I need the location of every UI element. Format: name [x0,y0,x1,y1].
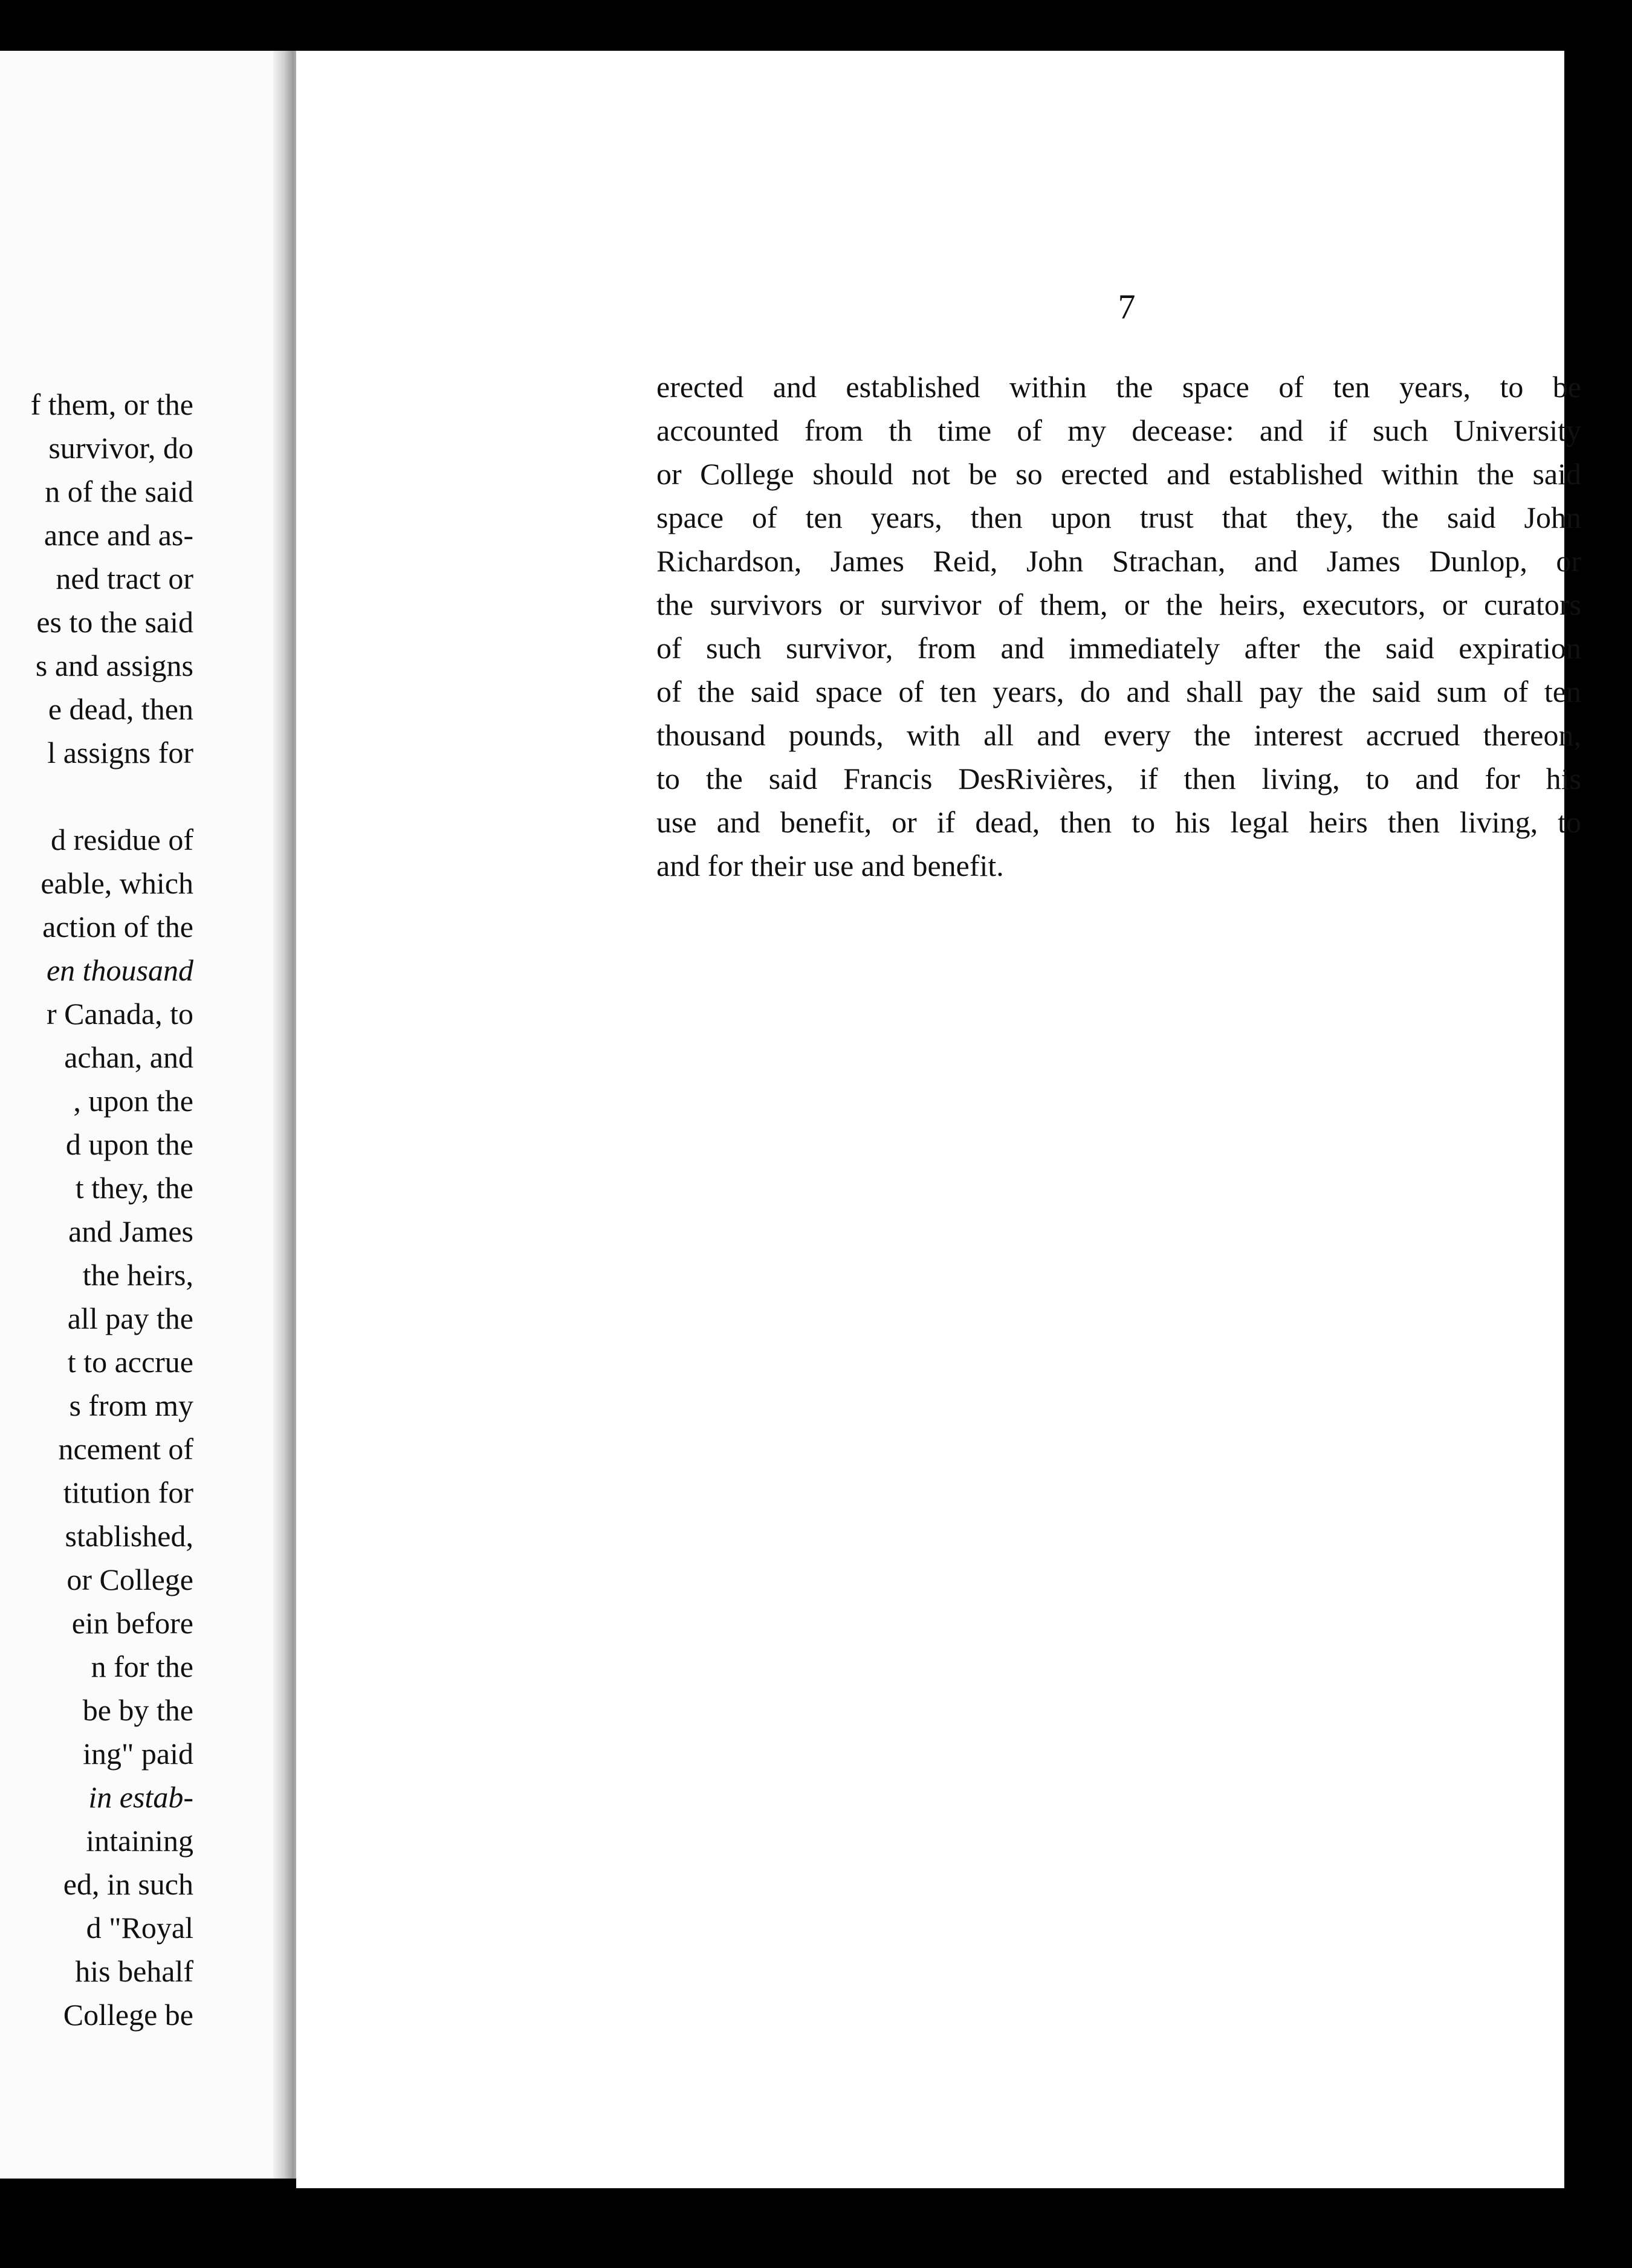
page-number: 7 [1118,287,1136,326]
body-text-line: accounted from th time of my decease: and if such University [656,413,1581,447]
left-text-line: the heirs, [82,1258,193,1292]
body-text-line: of such survivor, from and immediately after the said expiration [656,631,1581,665]
body-text-line: space of ten years, then upon trust that they, the said John [656,501,1581,534]
left-text-line: s from my [69,1388,193,1422]
left-text-line: ned tract or [56,562,193,595]
body-text-line: and for their use and benefit. [656,849,1004,883]
left-text-line: , upon the [73,1084,193,1118]
left-text-line: n of the said [45,475,193,508]
left-text-line: ein before [71,1606,193,1640]
left-text-line: f them, or the [30,387,193,421]
left-text-line: ing" paid [83,1737,193,1771]
body-text-line: thousand pounds, with all and every the interest accrued thereon, [656,718,1581,752]
body-text-line: the survivors or survivor of them, or the heirs, executors, or curators [656,588,1581,621]
left-text-line: d upon the [65,1127,193,1161]
left-text-line: s and assigns [35,649,193,682]
left-text-line: or College [66,1563,193,1596]
left-text-line: d residue of [50,823,193,857]
left-text-line: action of the [42,910,193,944]
body-text-line: or College should not be so erected and established within the said [656,457,1581,491]
left-text-line: stablished, [65,1519,193,1553]
left-text-line: ncement of [58,1432,193,1466]
left-text-line: his behalf [75,1954,193,1988]
left-text-line: r Canada, to [47,997,193,1031]
left-text-line: titution for [63,1476,193,1509]
left-text-line: t they, the [75,1171,193,1205]
left-text-line: n for the [91,1650,193,1683]
left-text-line: be by the [82,1693,193,1727]
body-text-line: Richardson, James Reid, John Strachan, and James Dunlop, or [656,544,1581,578]
left-text-line: in estab- [88,1780,193,1814]
left-page [0,51,284,2179]
left-text-line: d "Royal [86,1911,193,1945]
left-text-line: t to accrue [67,1345,193,1379]
body-text-line: of the said space of ten years, do and shall pay the said sum of ten [656,675,1581,708]
body-text-line: use and benefit, or if dead, then to his legal heirs then living, to [656,805,1581,839]
right-page [296,51,1581,2188]
left-text-line: eable, which [40,866,193,900]
left-text-line: ance and as- [44,518,193,552]
body-text-line: erected and established within the space of ten years, to be [656,370,1581,404]
left-text-line: all pay the [67,1301,193,1335]
left-text-line: es to the said [36,605,193,639]
body-text-line: to the said Francis DesRivières, if then living, to and for his [656,762,1581,795]
left-text-line: and James [68,1214,193,1248]
left-text-line: survivor, do [48,431,193,465]
left-text-line: College be [63,1998,193,2032]
body-text [656,365,1581,887]
left-page-text [0,51,284,2179]
left-text-line: intaining [86,1824,193,1858]
left-text-line: achan, and [64,1040,193,1074]
left-text-line: e dead, then [48,692,193,726]
left-text-line: ed, in such [63,1867,193,1901]
left-text-line: l assigns for [47,736,193,770]
left-text-line: en thousand [46,953,193,987]
